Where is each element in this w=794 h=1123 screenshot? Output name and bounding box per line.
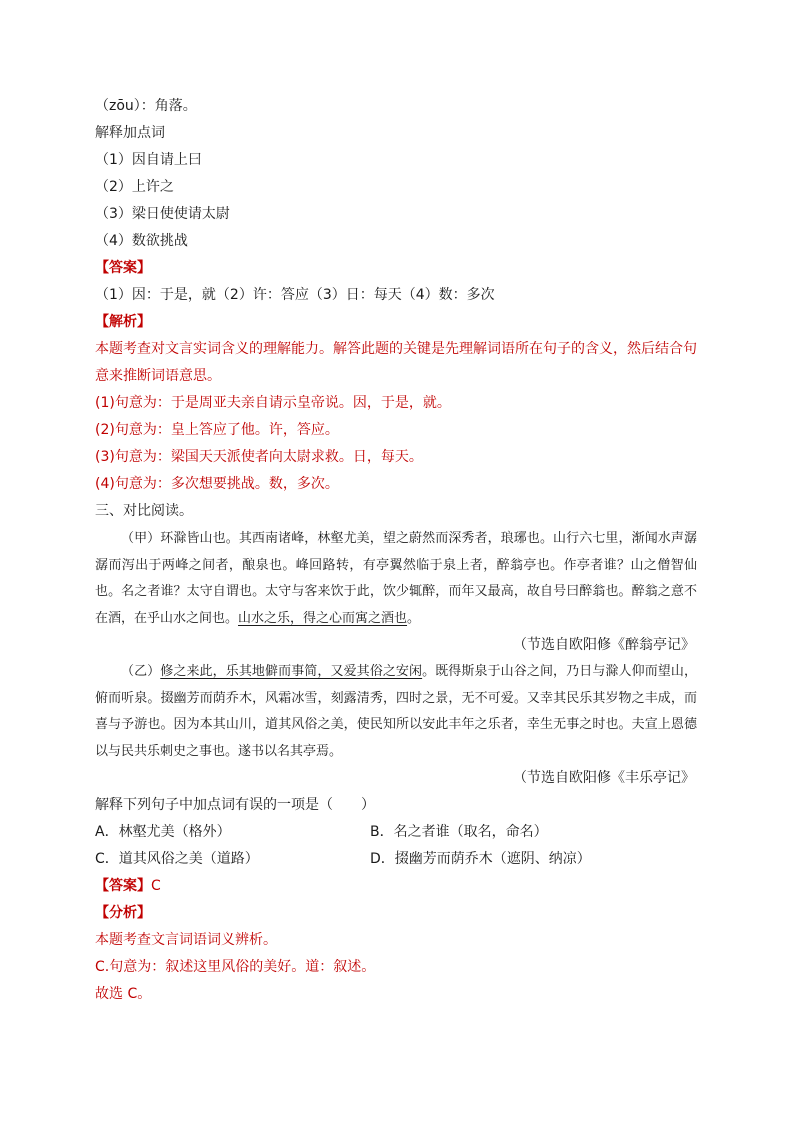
passage-source: （节选自欧阳修《醉翁亭记》 <box>513 637 695 653</box>
analysis-paragraph: 本题考查对文言实词含义的理解能力。解答此题的关键是先理解词语所在句子的含义，然后结合句意来推断词语意思。 <box>95 341 697 384</box>
passage-source: （节选自欧阳修《丰乐亭记》 <box>513 770 695 786</box>
options-row <box>95 846 697 873</box>
option-a: A．林壑尤美（格外） <box>95 824 231 840</box>
option-b: B．名之者谁（取名，命名） <box>370 824 548 840</box>
passage-jia-text: （甲）环滁皆山也。其西南诸峰，林壑尤美，望之蔚然而深秀者，琅琊也。山行六七里，渐闻水声潺潺而泻出于两峰之间者，酿泉也。峰回路转，有亭翼然临于泉上者，醉翁亭也。作亭者谁？山之僧智仙也。名之者谁？太守自谓也。太守与客来饮于此，饮少辄醉，而年又最高，故自号曰醉翁也。醉翁之意不在酒，在乎山水之间也。 <box>95 531 697 626</box>
answer-value: C <box>151 878 161 894</box>
text-line: 解释加点词 <box>95 125 165 141</box>
options-row <box>95 819 697 846</box>
text-line: （2）上许之 <box>95 179 174 195</box>
passage-jia-underlined: 山水之乐，得之心而寓之酒也 <box>238 610 408 626</box>
answer-tag: 【答案】 <box>95 260 151 276</box>
passage-yi-label: （乙） <box>121 664 161 679</box>
analysis-item: (3)句意为：梁国天天派使者向太尉求救。日，每天。 <box>95 449 423 465</box>
passage-yi-text: 。既得斯泉于山谷之间，乃日与滁人仰而望山，俯而听泉。掇幽芳而荫乔木，风霜冰雪，刻露清秀，四时之景，无不可爱。又幸其民乐其岁物之丰成，而喜与予游也。因为本其山川，道其风俗之美，使民知所以安此丰年之乐者，幸生无事之时也。夫宣上恩德以与民共乐刺史之事也。遂书以名其亭焉。 <box>95 664 697 759</box>
answer-tag: 【答案】 <box>95 878 151 894</box>
answer-line <box>95 873 697 900</box>
analysis-item: (4)句意为：多次想要挑战。数，多次。 <box>95 476 339 492</box>
analysis-item: (1)句意为：于是周亚夫亲自请示皇帝说。因，于是，就。 <box>95 395 451 411</box>
option-d: D．掇幽芳而荫乔木（遮阴、纳凉） <box>370 851 591 867</box>
analysis-line: 故选 C。 <box>95 986 152 1002</box>
text-line: （3）梁日使使请太尉 <box>95 206 230 222</box>
passage-jia-end: 。 <box>407 610 421 626</box>
question-text: 解释下列句子中加点词有误的一项是（ ） <box>95 797 375 813</box>
analysis-line: C.句意为：叙述这里风俗的美好。道：叙述。 <box>95 959 376 975</box>
section-heading: 三、对比阅读。 <box>95 503 193 519</box>
analysis-line: 本题考查文言词语词义辨析。 <box>95 932 277 948</box>
analysis-tag: 【解析】 <box>95 314 151 330</box>
option-c: C．道其风俗之美（道路） <box>95 851 259 867</box>
answer-text: （1）因：于是，就（2）许：答应（3）日：每天（4）数：多次 <box>95 287 495 303</box>
analysis-item: (2)句意为：皇上答应了他。许，答应。 <box>95 422 339 438</box>
passage-yi <box>95 659 697 765</box>
text-line: （4）数欲挑战 <box>95 233 188 249</box>
passage-jia <box>95 526 697 632</box>
analysis-tag: 【分析】 <box>95 905 151 921</box>
passage-yi-underlined: 修之来此，乐其地僻而事简，又爱其俗之安闲 <box>160 664 423 679</box>
document-page <box>95 93 697 1008</box>
text-line: （1）因自请上曰 <box>95 152 202 168</box>
text-line: （zōu）：角落。 <box>95 98 197 114</box>
